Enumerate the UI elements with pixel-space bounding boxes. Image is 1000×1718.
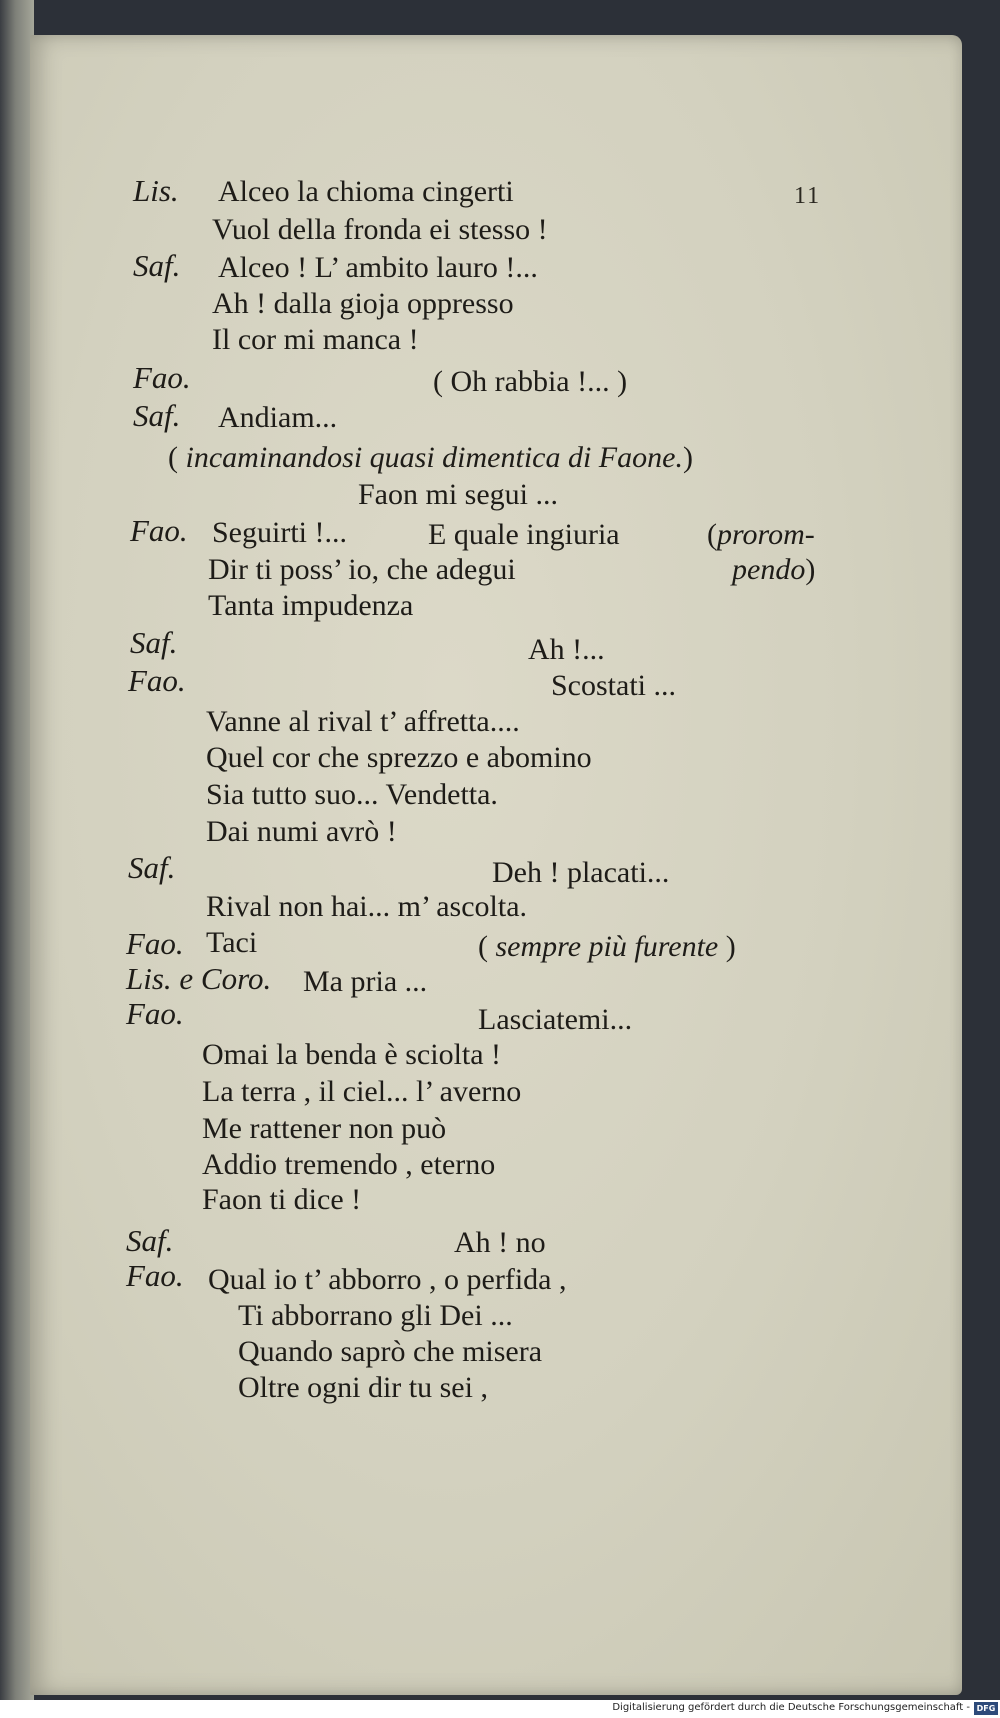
verse-line: Alceo ! L’ ambito lauro !... [218,251,538,284]
verse-line: Faon ti dice ! [202,1183,362,1216]
stage-direction: pendo) [732,553,816,586]
verse-line: Scostati ... [551,669,676,702]
verse-line: Vanne al rival t’ affretta.... [206,705,520,738]
verse-line: Ti abborrano gli Dei ... [238,1299,513,1332]
speaker-saf: Saf. [126,1223,174,1258]
verse-line: Alceo la chioma cingerti [218,175,514,208]
verse-line: Ah !... [528,633,605,666]
speaker-fao: Fao. [128,663,186,698]
verse-line: Dir ti poss’ io, che adegui [208,553,516,586]
speaker-saf: Saf. [130,625,178,660]
speaker-fao: Fao. [130,513,188,548]
verse-line: Oltre ogni dir tu sei , [238,1371,488,1404]
verse-line: La terra , il ciel... l’ averno [202,1075,522,1108]
verse-line: Quando saprò che misera [238,1335,543,1368]
speaker-fao: Fao. [133,360,191,395]
verse-line: Dai numi avrò ! [206,815,397,848]
verse-line: Seguirti !... [212,516,347,549]
funding-credit: Digitalisierung gefördert durch die Deutsche Forschungsgemeinschaft - [612,1702,970,1713]
book-spine-edge [0,0,34,1700]
page-number: 11 [794,183,822,209]
speaker-fao: Fao. [126,996,184,1031]
verse-line: Lasciatemi... [478,1003,633,1036]
verse-line: Faon mi segui ... [358,478,558,511]
book-page [30,35,962,1695]
verse-line: Ah ! no [454,1226,546,1259]
verse-line: Deh ! placati... [492,856,670,889]
verse-line: Quel cor che sprezzo e abomino [206,741,592,774]
verse-line: Vuol della fronda ei stesso ! [212,213,548,246]
stage-aside: ( Oh rabbia !... ) [433,365,628,398]
digitization-footer [0,1700,1000,1718]
speaker-fao: Fao. [126,926,184,961]
speaker-fao: Fao. [126,1258,184,1293]
verse-line: Qual io t’ abborro , o perfida , [208,1263,567,1296]
verse-line: Addio tremendo , eterno [202,1148,496,1181]
verse-line: Omai la benda è sciolta ! [202,1038,502,1071]
speaker-lis-coro: Lis. e Coro. [126,961,272,996]
stage-direction: ( sempre più furente ) [478,930,736,963]
verse-line: Andiam... [218,401,338,434]
stage-direction: ( incaminandosi quasi dimentica di Faone.) [168,441,693,474]
verse-line: Ah ! dalla gioja oppresso [212,287,514,320]
verse-line: Ma pria ... [303,965,428,998]
verse-line: Sia tutto suo... Vendetta. [206,778,498,811]
speaker-saf: Saf. [133,248,181,283]
verse-line: Taci [206,926,258,959]
verse-line: Il cor mi manca ! [212,323,419,356]
speaker-saf: Saf. [128,850,176,885]
verse-line: Me rattener non può [202,1112,447,1145]
verse-line: Rival non hai... m’ ascolta. [206,890,528,923]
speaker-saf: Saf. [133,398,181,433]
verse-line: E quale ingiuria [428,518,620,551]
speaker-lis: Lis. [133,173,179,208]
verse-line: Tanta impudenza [208,589,414,622]
dfg-logo-icon: DFG [974,1702,998,1715]
stage-direction: (prorom- [707,518,815,551]
